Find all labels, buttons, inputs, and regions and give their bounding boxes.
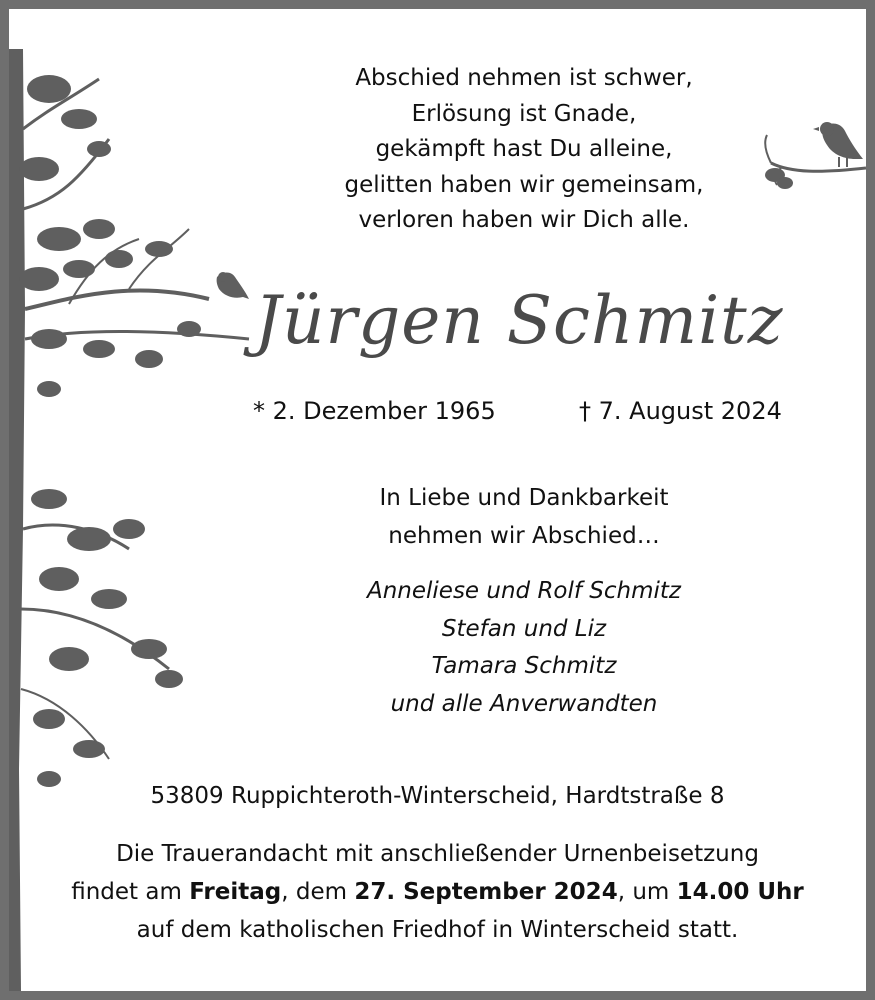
mourner-name: Tamara Schmitz [431,653,617,679]
poem [209,61,839,239]
service-text: , dem [281,879,355,905]
intro-line: In Liebe und Dankbarkeit [379,485,669,511]
service-date: 27. September 2024 [354,879,618,905]
death-date: † 7. August 2024 [579,397,782,425]
poem-line: gekämpft hast Du alleine, [375,136,673,162]
mourner-name: und alle Anverwandten [390,690,658,717]
poem-line: Abschied nehmen ist schwer, [355,65,693,91]
mourner-name: Stefan und Liz [441,615,607,642]
service-text: , um [617,879,677,905]
service-line-3: auf dem katholischen Friedhof in Winterscheid statt. [136,917,739,943]
address: 53809 Ruppichteroth-Winterscheid, Hardtstraße 8 [150,783,725,809]
mourner-name: Anneliese und Rolf Schmitz [366,578,682,604]
farewell-intro [209,479,839,555]
birth-date: * 2. Dezember 1965 [253,397,496,425]
poem-line: gelitten haben wir gemeinsam, [344,171,704,198]
service-text: findet am [71,879,190,905]
obituary-card [9,9,866,991]
service-day: Freitag [189,879,282,905]
service-line-1: Die Trauerandacht mit anschließender Urnenbeisetzung [116,841,759,867]
service-info [9,835,866,949]
deceased-name: Jürgen Schmitz [254,282,784,359]
poem-line: Erlösung ist Gnade, [411,100,637,127]
service-line-2 [9,873,866,911]
intro-line: nehmen wir Abschied… [388,523,660,549]
service-time: 14.00 Uhr [676,879,804,905]
life-dates [9,397,866,433]
poem-line: verloren haben wir Dich alle. [358,207,690,233]
mourners-list [209,573,839,723]
